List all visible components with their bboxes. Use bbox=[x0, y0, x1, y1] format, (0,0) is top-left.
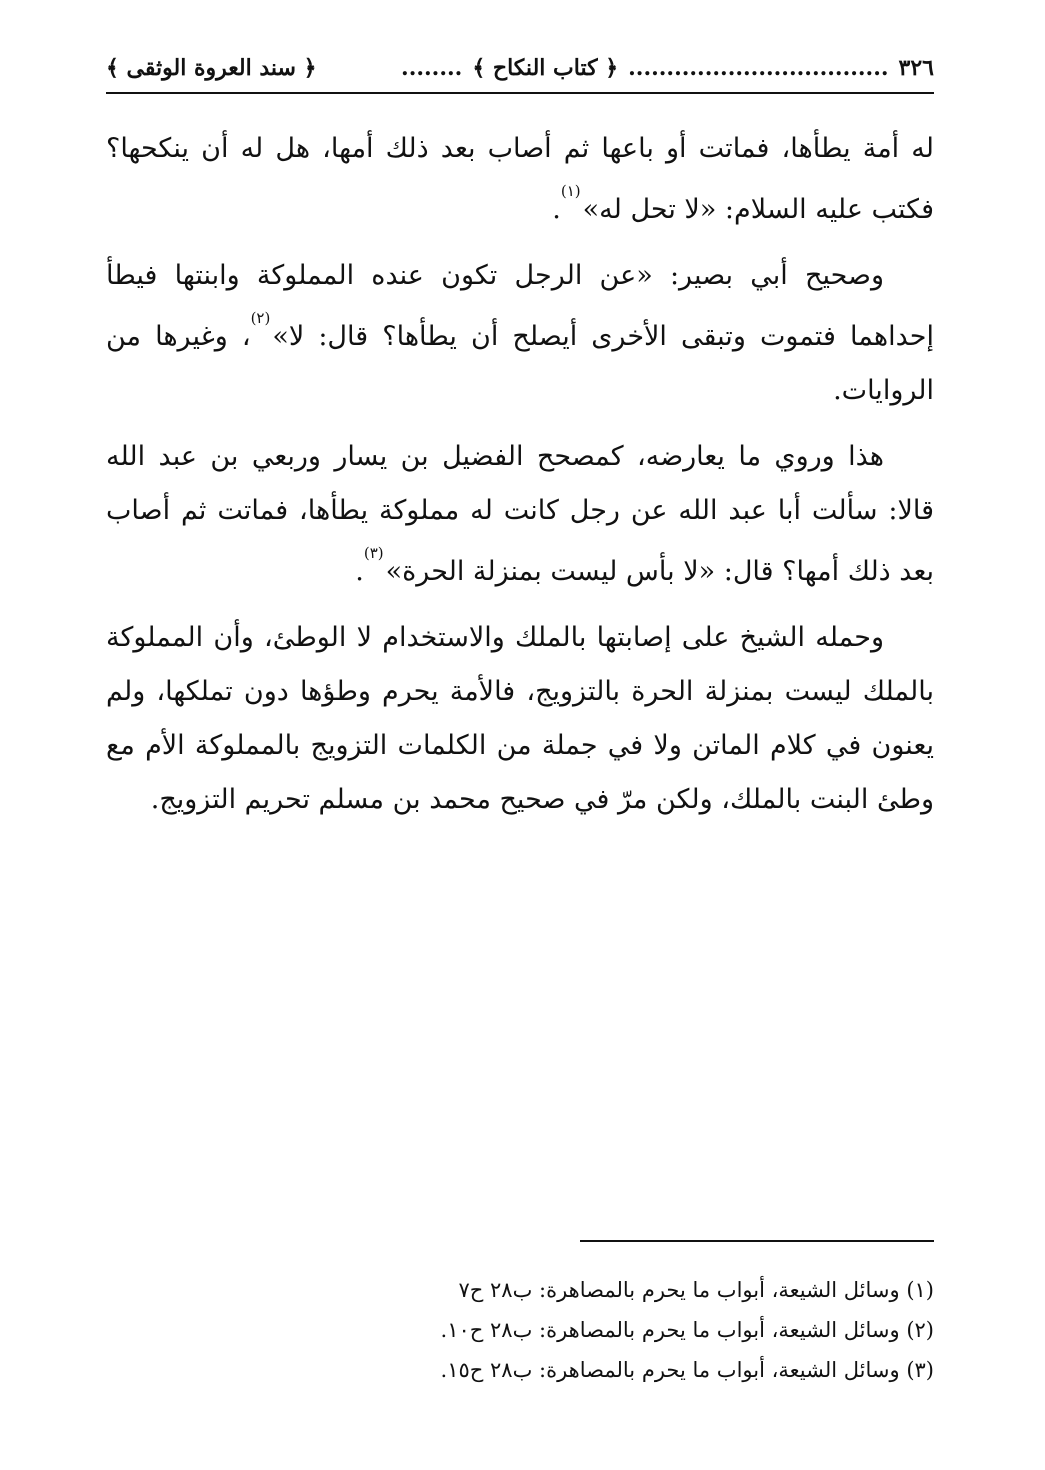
paragraph-2-text-1: وصحيح أبي بصير: «عن الرجل تكون عنده المملوكة وابنتها فيطأ إحداهما فتموت وتبقى الأخرى أيصلح أن يطأها؟ قال: لا» bbox=[106, 260, 934, 352]
footnote-1: (١) وسائل الشيعة، أبواب ما يحرم بالمصاهرة: ب٢٨ ح٧ bbox=[458, 1278, 934, 1302]
header-dot-leader-2: ........ bbox=[401, 55, 463, 81]
footnote-ref-2: (٢) bbox=[250, 309, 271, 327]
footnote-3: (٣) وسائل الشيعة، أبواب ما يحرم بالمصاهرة: ب٢٨ ح١٥. bbox=[440, 1358, 934, 1382]
chapter-title: ﴿ كتاب النكاح ﴾ bbox=[472, 55, 619, 81]
paragraph-1-text: له أمة يطأها، فماتت أو باعها ثم أصاب بعد ذلك أمها، هل له أن ينكحها؟ فكتب عليه السلام: «لا تحل له» bbox=[106, 133, 934, 225]
paragraph-3-text: هذا وروي ما يعارضه، كمصحح الفضيل بن يسار وربعي بن عبد الله قالا: سألت أبا عبد الله عن رجل كانت له مملوكة يطأها، فماتت ثم أصاب بعد ذلك أمها؟ قال: «لا بأس ليست بمنزلة الحرة» bbox=[106, 441, 934, 587]
paragraph-1 bbox=[106, 122, 934, 237]
paragraph-2-text-2: ، وغيرها من الروايات. bbox=[106, 321, 934, 406]
footnote-divider bbox=[580, 1240, 934, 1242]
book-title: ﴿ سند العروة الوثقى ﴾ bbox=[106, 55, 317, 81]
main-text bbox=[106, 122, 934, 839]
running-header bbox=[106, 48, 934, 88]
footnote-2: (٢) وسائل الشيعة، أبواب ما يحرم بالمصاهرة: ب٢٨ ح١٠. bbox=[440, 1318, 934, 1342]
paragraph-2 bbox=[106, 249, 934, 418]
paragraph-4 bbox=[106, 611, 934, 827]
paragraph-3-tail: . bbox=[355, 556, 364, 587]
header-divider bbox=[106, 92, 934, 94]
paragraph-4-text: وحمله الشيخ على إصابتها بالملك والاستخدام لا الوطئ، وأن المملوكة بالملك ليست بمنزلة الحرة بالتزويج، فالأمة يحرم وطؤها دون تملكها، ولم يعنون في كلام الماتن ولا في جملة من الكلمات التزويج بالمملوكة الأم مع وطئ البنت بالملك، ولكن مرّ في صحيح محمد بن مسلم تحريم التزويج. bbox=[106, 622, 934, 815]
paragraph-3 bbox=[106, 430, 934, 599]
page-number: ٣٢٦ bbox=[898, 55, 934, 81]
footnote-ref-3: (٣) bbox=[363, 544, 384, 562]
footnote-ref-1: (١) bbox=[560, 182, 581, 200]
paragraph-1-tail: . bbox=[552, 194, 561, 225]
footnotes bbox=[106, 1270, 934, 1390]
header-dot-leader-1: .................................. bbox=[628, 55, 889, 81]
